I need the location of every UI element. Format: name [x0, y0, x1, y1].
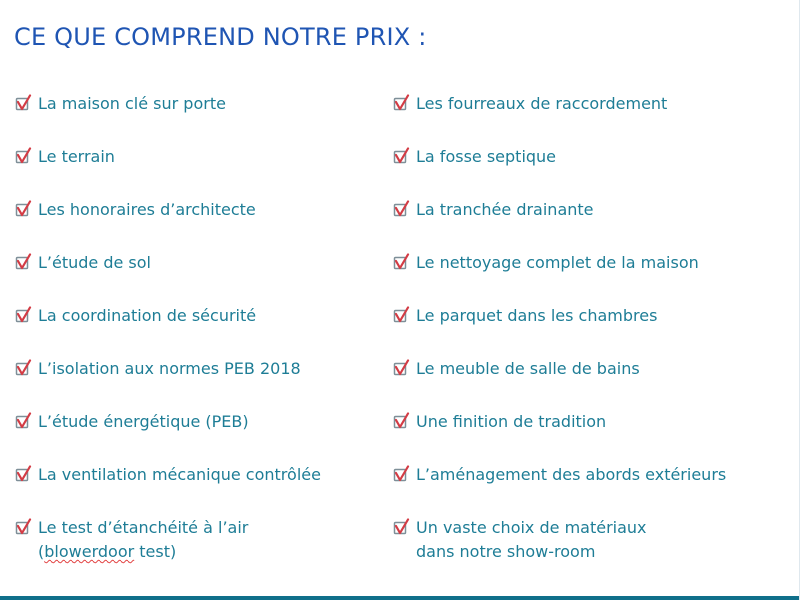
right-item-9-label-line-2: dans notre show-room [416, 542, 596, 561]
right-item-4-label: Le nettoyage complet de la maison [416, 253, 699, 272]
left-item-2-label: Le terrain [38, 147, 115, 166]
check-icon [15, 200, 33, 218]
check-icon [393, 412, 411, 430]
spellcheck-underlined-word: blowerdoor [44, 542, 135, 561]
right-item-3-label: La tranchée drainante [416, 200, 594, 219]
left-item-9-label-line-2 [38, 540, 248, 564]
left-item-6-label: L’isolation aux normes PEB 2018 [38, 359, 301, 378]
right-item-9-label-line-1: Un vaste choix de matériaux [416, 518, 647, 537]
right-item-3 [393, 198, 594, 222]
right-item-2 [393, 145, 556, 169]
left-item-5-label: La coordination de sécurité [38, 306, 257, 325]
right-item-5-text [416, 304, 657, 328]
left-item-2-text [38, 145, 115, 169]
left-item-1-label: La maison clé sur porte [38, 94, 226, 113]
right-item-3-text [416, 198, 594, 222]
right-item-1-text [416, 92, 667, 116]
left-item-2 [15, 145, 115, 169]
check-icon [393, 147, 411, 165]
left-item-9-text [38, 516, 248, 564]
right-item-4 [393, 251, 699, 275]
right-item-8-text [416, 463, 726, 487]
check-icon [15, 518, 33, 536]
check-icon [15, 306, 33, 324]
left-item-1-text [38, 92, 226, 116]
left-item-4-label: L’étude de sol [38, 253, 151, 272]
left-item-5-text [38, 304, 256, 328]
right-item-5 [393, 304, 657, 328]
left-item-3-text [38, 198, 256, 222]
check-icon [15, 465, 33, 483]
right-item-1 [393, 92, 667, 116]
check-icon [15, 359, 33, 377]
left-item-9-label-line-1: Le test d’étanchéité à l’air [38, 518, 249, 537]
page-title: CE QUE COMPREND NOTRE PRIX : [14, 23, 427, 51]
left-item-9-label-suffix: test) [134, 542, 177, 561]
left-item-6 [15, 357, 301, 381]
right-item-9 [393, 516, 647, 564]
left-item-4 [15, 251, 151, 275]
left-item-1 [15, 92, 226, 116]
right-item-7-label: Une finition de tradition [416, 412, 607, 431]
right-item-2-label: La fosse septique [416, 147, 557, 166]
left-item-8-text [38, 463, 321, 487]
left-item-9-open-paren: ( [38, 542, 45, 561]
left-item-4-text [38, 251, 151, 275]
check-icon [393, 200, 411, 218]
left-item-6-text [38, 357, 301, 381]
right-item-8 [393, 463, 726, 487]
right-item-7-text [416, 410, 606, 434]
left-item-7-label: L’étude énergétique (PEB) [38, 412, 249, 431]
check-icon [393, 94, 411, 112]
right-item-9-text [416, 516, 647, 564]
left-item-3-label: Les honoraires d’architecte [38, 200, 256, 219]
check-icon [393, 465, 411, 483]
check-icon [393, 253, 411, 271]
check-icon [15, 94, 33, 112]
right-item-4-text [416, 251, 699, 275]
right-item-7 [393, 410, 606, 434]
check-icon [393, 306, 411, 324]
right-item-2-text [416, 145, 556, 169]
left-item-7 [15, 410, 249, 434]
right-item-6-text [416, 357, 640, 381]
right-item-1-label: Les fourreaux de raccordement [416, 94, 668, 113]
check-icon [393, 359, 411, 377]
left-item-9 [15, 516, 248, 564]
right-item-8-label: L’aménagement des abords extérieurs [416, 465, 727, 484]
left-item-3 [15, 198, 256, 222]
check-icon [15, 147, 33, 165]
left-item-8-label: La ventilation mécanique contrôlée [38, 465, 321, 484]
left-item-8 [15, 463, 321, 487]
check-icon [15, 412, 33, 430]
left-item-7-text [38, 410, 249, 434]
right-item-6-label: Le meuble de salle de bains [416, 359, 640, 378]
check-icon [393, 518, 411, 536]
left-item-5 [15, 304, 256, 328]
right-item-5-label: Le parquet dans les chambres [416, 306, 658, 325]
right-item-6 [393, 357, 640, 381]
bottom-border [0, 596, 799, 600]
check-icon [15, 253, 33, 271]
